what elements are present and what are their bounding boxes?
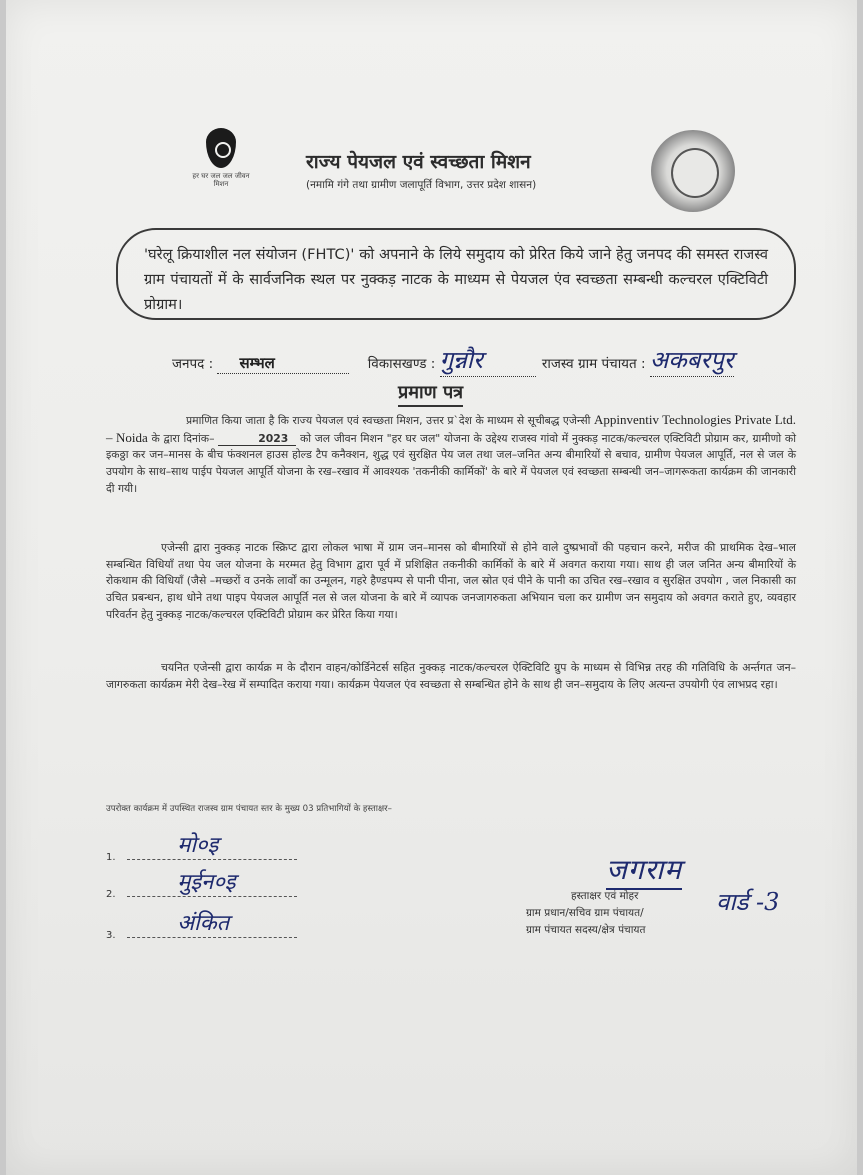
participant-signature: मो०इ	[177, 833, 219, 858]
up-government-emblem	[651, 130, 735, 212]
mission-subtitle: (नमामि गंगे तथा ग्रामीण जलापूर्ति विभाग, उत्तर प्रदेश शासन)	[306, 179, 537, 191]
block-value: गुन्नौर	[440, 343, 536, 377]
signatory-line-3: ग्राम पंचायत सदस्य/क्षेत्र पंचायत	[526, 924, 646, 936]
paragraph-2	[106, 540, 796, 624]
participant-signature-row	[106, 911, 297, 941]
ward-number: वार्ड -3	[716, 888, 780, 916]
paragraph-2-text: एजेन्सी द्वारा नुक्कड़ नाटक स्क्रिप्ट द्वारा लोकल भाषा में ग्राम जन–मानस को बीमारियों से होने वाले दुष्प्रभावों की पहचान करने, मरीज की प्राथमिक देख–भाल सम्बन्धित विधियाँ तथा पेय जल योजना के मरम्मत हेतु विभाग द्वारा पूर्व में प्रशिक्षित तकनीकी कार्मिकों के बारे में अवगत कराया गया। साथ ही जल जनित अन्य बीमारियों के रोकथाम की विधियाँ (जैसे –मच्छरों व उनके लार्वों का उन्मूलन, गहरे हैण्डपम्प से पानी पीना, जल स्रोत एवं पीने के पानी का उचित रख–रखाव व सुरक्षित उपयोग , जल निकासी का उचित प्रबन्धन, हाथ धोने तथा पाइप पेयजल आपूर्ति नल से जल योजना के बारे में व्यापक जनजागरुकता अभियान चला कर ग्रामीण जन समुदाय को अवगत कराते हुए, व्यवहार परिवर्तन हेतु नुक्कड़ नाटक/कल्चरल एक्टिविटी प्रोग्राम कर प्रेरित किया गया।	[106, 541, 796, 621]
paragraph-3	[106, 660, 796, 693]
participant-number: 2.	[106, 889, 116, 900]
logo-caption: हर घर जल जल जीवन मिशन	[192, 172, 250, 188]
paragraph-1	[106, 412, 796, 498]
panchayat-value: अकबरपुर	[650, 343, 734, 377]
paragraph-1-date-label: के द्वारा दिनांक–	[151, 431, 215, 445]
water-drop-icon	[206, 128, 236, 168]
participant-signature: अंकित	[177, 911, 230, 936]
panchayat-label: राजस्व ग्राम पंचायत :	[541, 356, 646, 372]
district-label: जनपद :	[172, 356, 214, 372]
location-fields	[172, 343, 832, 377]
paragraph-1-body: को जल जीवन मिशन "हर घर जल" योजना के उद्देश्य राजस्व गांवो में नुक्कड़ नाटक/कल्चरल एक्टिविटी प्रोग्राम कर, ग्रामीणो को इकठ्ठा कर जन–मानस के बीच फंक्शनल हाउस होल्ड टैप कनैक्शन, शुद्ध एवं सुरक्षित पेय जल तथा जल–जनित अन्य बीमारियों से बचाव, ग्रामीण पेयजल आपूर्ति, नल से जल के उपयोग के साथ–साथ पाईप पेयजल आपूर्ति योजना के रख–रखाव में आवश्यक 'तकनीकी कार्मिकों' के बारे में पेयजल एवं स्वच्छता सम्बन्धी जन–जागरूकता कार्यक्रम की जानकारी दी गयी।	[106, 431, 796, 495]
signature-line	[127, 911, 297, 938]
participant-number: 3.	[106, 930, 116, 941]
certificate-title: प्रमाण पत्र	[398, 380, 463, 407]
district-value-field	[217, 353, 349, 374]
block-label: विकासखण्ड :	[367, 356, 436, 372]
signatory-caption	[526, 888, 726, 939]
signatory-signature: जगराम	[606, 850, 682, 890]
signature-line	[127, 870, 297, 897]
har-ghar-jal-logo	[189, 128, 253, 208]
signatory-line-2: ग्राम प्रधान/सचिव ग्राम पंचायत/	[526, 907, 644, 919]
emblem-seal-icon	[671, 148, 719, 198]
paragraph-3-text: चयनित एजेन्सी द्वारा कार्यक्र म के दौरान वाहन/कोर्डिनेटर्स सहित नुक्कड़ नाटक/कल्चरल ऐक्टिविटि ग्रुप के माध्यम से विभिन्न तरह की गतिविधि के अर्न्तगत जन–जागरुकता कार्यक्रम मेरी देख–रेख में सम्पादित कराया गया। कार्यक्रम पेयजल एंव स्वच्छता से सम्बन्धित होने के साथ ही जन–समुदाय के लिए अत्यन्त उपयोगी एंव लाभप्रद रहा।	[106, 661, 796, 691]
participant-signature-row	[106, 833, 297, 863]
document-page	[6, 0, 857, 1175]
program-date: 2023	[218, 432, 296, 446]
participant-signature: मुईन०इ	[177, 870, 236, 895]
participant-number: 1.	[106, 852, 116, 863]
signature-line	[127, 833, 297, 860]
agency-name: Appinventiv Technologies Private Ltd. – Noida	[106, 412, 797, 445]
participants-intro: उपरोक्त कार्यक्रम में उपस्थित राजस्व ग्राम पंचायत स्तर के मुख्य 03 प्रतिभागियों के हस्ताक्षर–	[106, 804, 392, 814]
district-value: सम्भल	[239, 354, 275, 372]
signatory-line-1: हस्ताक्षर एवं मोहर	[571, 890, 639, 902]
participant-signature-row	[106, 870, 297, 900]
paragraph-1-intro: प्रमाणित किया जाता है कि राज्य पेयजल एवं स्वच्छता मिशन, उत्तर प्र`देश के माध्यम से सूचीबद्ध एजेन्सी	[186, 414, 591, 427]
mission-title: राज्य पेयजल एवं स्वच्छता मिशन	[306, 151, 531, 173]
program-title-box: 'घरेलू क्रियाशील नल संयोजन (FHTC)' को अपनाने के लिये समुदाय को प्रेरित किये जाने हेतु जनपद की समस्त राजस्व ग्राम पंचायतों में के सार्वजनिक स्थल पर नुक्कड़ नाटक के माध्यम से पेयजल एंव स्वच्छता सम्बन्धी कल्चरल एक्टिविटी प्रोग्राम।	[116, 228, 796, 320]
